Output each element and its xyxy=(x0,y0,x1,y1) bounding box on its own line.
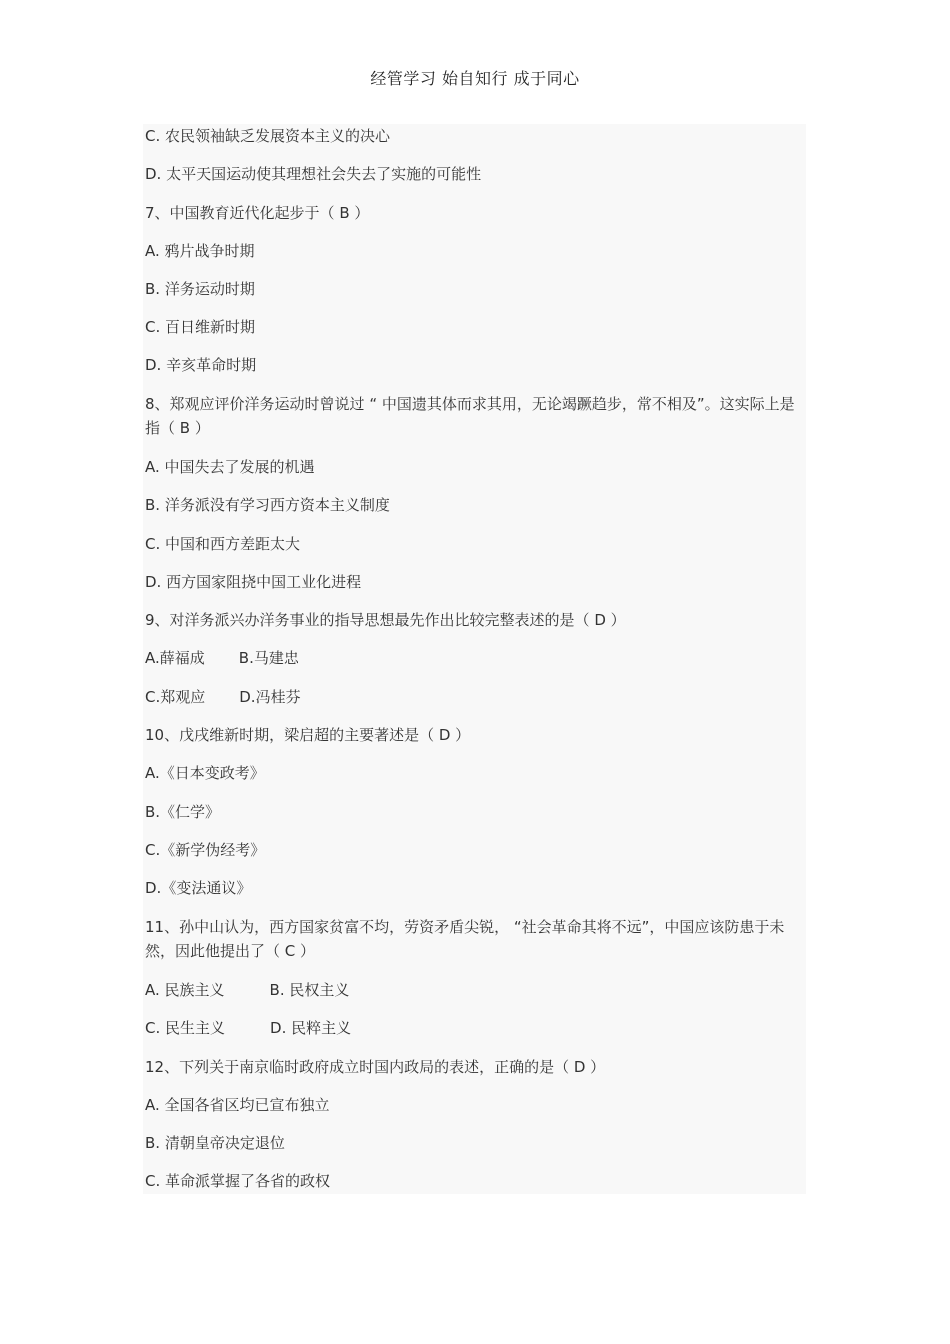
q7-option-c: C. 百日维新时期 xyxy=(145,318,256,336)
question-10: 10、戊戌维新时期，梁启超的主要著述是（ D ） xyxy=(145,726,471,744)
q9-option-a: A.薛福成 xyxy=(145,649,205,667)
q11-option-d: D. 民粹主义 xyxy=(270,1019,352,1037)
q12-option-a: A. 全国各省区均已宣布独立 xyxy=(145,1096,330,1114)
q8-option-d: D. 西方国家阻挠中国工业化进程 xyxy=(145,573,362,591)
q8-option-c: C. 中国和西方差距太大 xyxy=(145,535,301,553)
page-header: 经管学习 始自知行 成于同心 xyxy=(370,69,580,88)
q9-option-c: C.郑观应 xyxy=(145,688,206,706)
q9-options-cd xyxy=(145,685,301,709)
q7-option-a: A. 鸦片战争时期 xyxy=(145,242,255,260)
question-12: 12、下列关于南京临时政府成立时国内政局的表述，正确的是（ D ） xyxy=(145,1058,606,1076)
q11-option-c: C. 民生主义 xyxy=(145,1019,226,1037)
question-7: 7、中国教育近代化起步于（ B ） xyxy=(145,204,370,222)
q9-options-ab xyxy=(145,646,299,670)
question-11: 11、孙中山认为，西方国家贫富不均，劳资矛盾尖锐， “社会革命其将不远”，中国应该防患于未然，因此他提出了（ C ） xyxy=(145,918,785,960)
q7-option-b: B. 洋务运动时期 xyxy=(145,280,255,298)
q11-option-a: A. 民族主义 xyxy=(145,981,225,999)
q10-option-c: C.《新学伪经考》 xyxy=(145,841,266,859)
q11-option-b: B. 民权主义 xyxy=(269,981,350,999)
q11-options-ab xyxy=(145,978,349,1002)
q10-option-d: D.《变法通议》 xyxy=(145,879,252,897)
q7-option-d: D. 辛亥革命时期 xyxy=(145,356,257,374)
q10-option-a: A.《日本变政考》 xyxy=(145,764,265,782)
q10-option-b: B.《仁学》 xyxy=(145,803,221,821)
q6-option-c: C. 农民领袖缺乏发展资本主义的决心 xyxy=(145,127,391,145)
q12-option-c: C. 革命派掌握了各省的政权 xyxy=(145,1172,331,1190)
question-9: 9、对洋务派兴办洋务事业的指导思想最先作出比较完整表述的是（ D ） xyxy=(145,611,626,629)
q9-option-d: D.冯桂芬 xyxy=(239,688,301,706)
q11-options-cd xyxy=(145,1016,351,1040)
q8-option-b: B. 洋务派没有学习西方资本主义制度 xyxy=(145,496,390,514)
document-body xyxy=(143,124,806,1194)
q8-option-a: A. 中国失去了发展的机遇 xyxy=(145,458,315,476)
q12-option-b: B. 清朝皇帝决定退位 xyxy=(145,1134,285,1152)
question-8: 8、郑观应评价洋务运动时曾说过 “ 中国遗其体而求其用，无论竭蹶趋步，常不相及”。这实际上是指（ B ） xyxy=(145,395,795,437)
q6-option-d: D. 太平天国运动使其理想社会失去了实施的可能性 xyxy=(145,165,482,183)
q9-option-b: B.马建忠 xyxy=(238,649,299,667)
